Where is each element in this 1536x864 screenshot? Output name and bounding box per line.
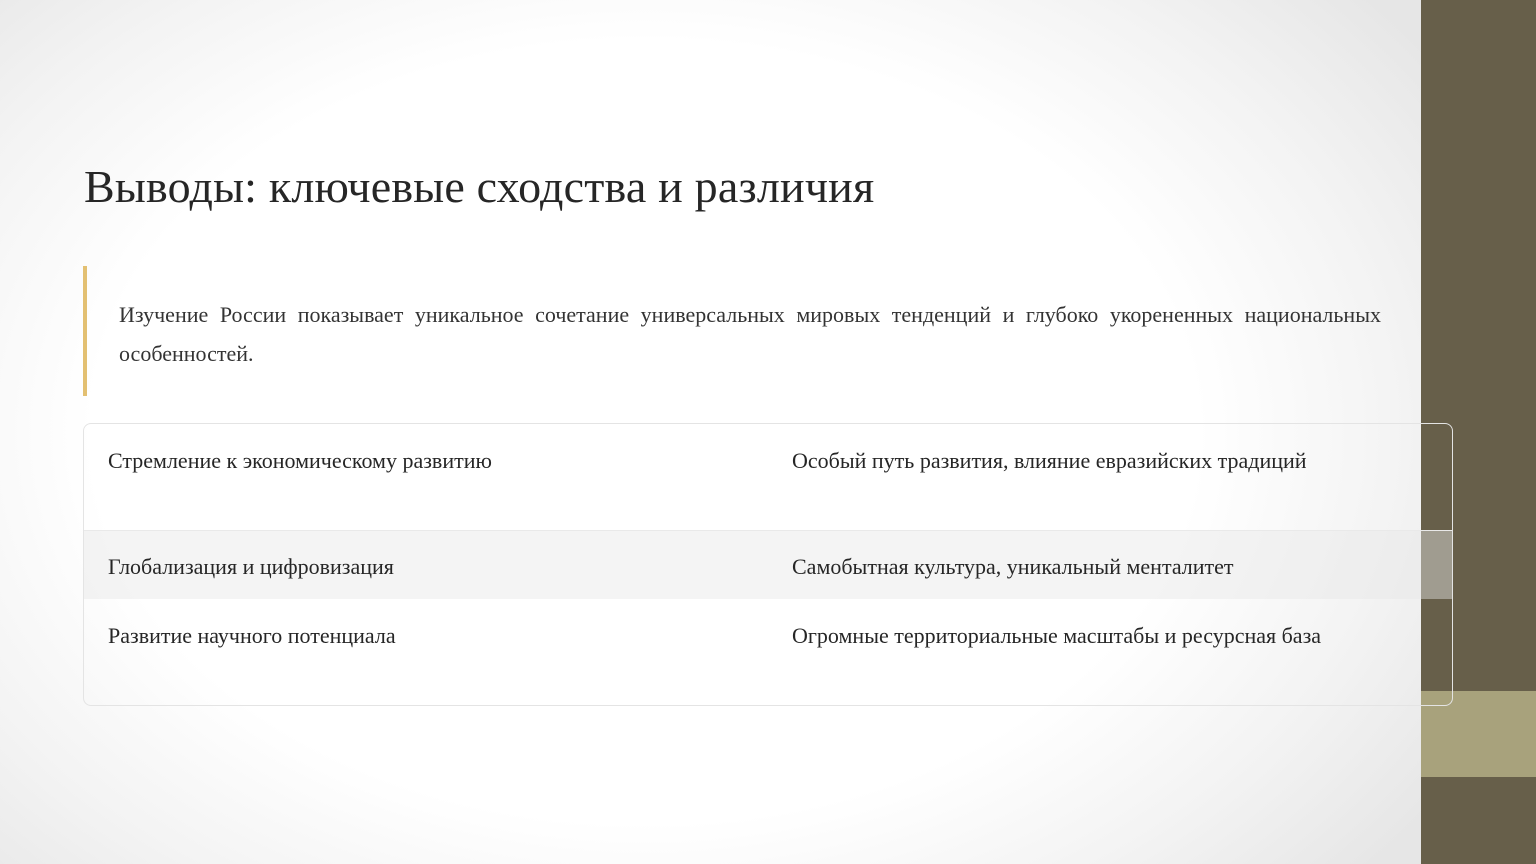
table-cell-similarity: Глобализация и цифровизация [108, 554, 394, 579]
slide-title: Выводы: ключевые сходства и различия [84, 161, 875, 212]
table-row [84, 424, 1452, 531]
table-row [84, 531, 1452, 599]
table-cell-similarity: Стремление к экономическому развитию [108, 448, 492, 473]
table-cell-difference: Самобытная культура, уникальный менталитет [792, 554, 1234, 579]
quote-block [83, 266, 1381, 396]
table-cell-similarity: Развитие научного потенциала [108, 623, 396, 648]
table-cell-difference: Особый путь развития, влияние евразийских традиций [792, 448, 1307, 473]
table-cell-difference: Огромные территориальные масштабы и ресурсная база [792, 623, 1322, 648]
comparison-table [83, 423, 1453, 706]
table-row [84, 599, 1452, 706]
quote-text: Изучение России показывает уникальное сочетание универсальных мировых тенденций и глубоко укорененных национальных особенностей. [119, 302, 1381, 366]
